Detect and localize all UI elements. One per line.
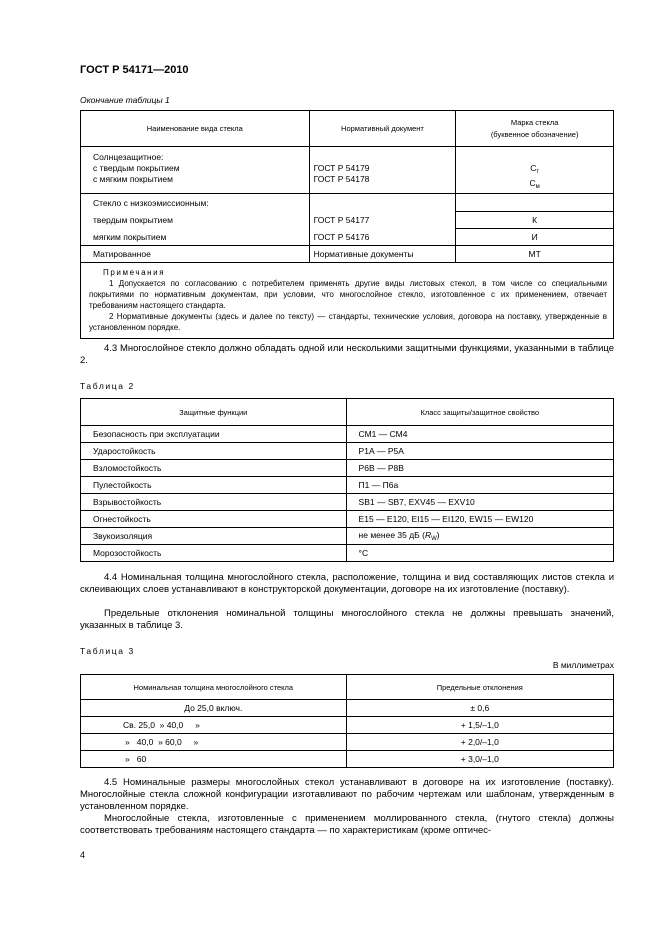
t1-sun-title: Солнцезащитное: xyxy=(93,152,164,162)
t2-row6-class: E15 — E120, EI15 — EI120, EW15 — EW120 xyxy=(346,511,613,528)
t1-sun-soft: с мягким покрытием xyxy=(93,174,173,184)
t1-sun-doc-cell xyxy=(309,147,456,194)
t2-row4-func: Пулестойкость xyxy=(81,477,347,494)
t1-sun-mark-cell xyxy=(456,147,614,194)
table1 xyxy=(80,110,614,339)
paragraph-4-5: 4.5 Номинальные размеры многослойных стекол устанавливают в договоре на их изготовление (поставку). Многослойные стекла сложной конфигурации изготавливают по рабочим чертежам или шаблонам, утвержденным в установленном порядке. xyxy=(80,777,614,812)
t3-row1-thickness: До 25,0 включ. xyxy=(81,700,347,717)
t1-lowe-title: Стекло с низкоэмиссионным: xyxy=(81,194,310,212)
t1-matte-mark: МТ xyxy=(456,246,614,263)
t2-row8-class: °С xyxy=(346,545,613,562)
t1-head-mark xyxy=(456,111,614,147)
t1-lowe-hard-mark: К xyxy=(456,212,614,229)
t2-row8-func: Морозостойкость xyxy=(81,545,347,562)
t1-note1: 1 Допускается по согласованию с потребителем применять другие виды листовых стекол, в том числе со специальными покрытиями по нормативным документам, при условии, что многослойное стекло, изготовленное с их применением, отвечает требованиям настоящего стандарта. xyxy=(89,279,607,310)
t2-row2-class: Р1А — Р5А xyxy=(346,443,613,460)
t2-row6-func: Огнестойкость xyxy=(81,511,347,528)
t2-row3-class: Р6В — Р8В xyxy=(346,460,613,477)
t1-head-name: Наименование вида стекла xyxy=(81,111,310,147)
t1-note2: 2 Нормативные документы (здесь и далее по тексту) — стандарты, технические условия, договора на поставку, утвержденные в установленном порядке. xyxy=(89,312,607,332)
page-number: 4 xyxy=(80,850,86,860)
paragraph-4-4-b: Предельные отклонения номинальной толщины многослойного стекла не должны превышать значений, указанных в таблице 3. xyxy=(80,608,614,631)
t3-head-thickness: Номинальная толщина многослойного стекла xyxy=(81,675,347,700)
t1-sun-hard: с твердым покрытием xyxy=(93,163,180,173)
t3-row2-thickness: Св. 25,0 » 40,0 » xyxy=(81,717,347,734)
t2-row7-class: не менее 35 дБ $(R_W)$ xyxy=(346,528,613,545)
t1-head-mark-line2: (буквенное обозначение) xyxy=(490,130,579,139)
table3-caption: Таблица 3 xyxy=(80,646,135,656)
t1-head-doc: Нормативный документ xyxy=(309,111,456,147)
t1-sun-mark1: $С_т$ xyxy=(530,163,540,175)
t1-matte: Матированное xyxy=(81,246,310,263)
t1-lowe-soft: мягким покрытием xyxy=(81,229,310,246)
table3 xyxy=(80,674,614,768)
t1-sun-mark2: $С_м$ xyxy=(529,178,540,190)
t2-row4-class: П1 — П6а xyxy=(346,477,613,494)
t3-row2-deviation: + 1,5/–1,0 xyxy=(346,717,613,734)
paragraph-4-3: 4.3 Многослойное стекло должно обладать одной или несколькими защитными функциями, указанными в таблице 2. xyxy=(80,343,614,366)
t2-head-class: Класс защиты/защитное свойство xyxy=(346,399,613,426)
t2-row5-func: Взрывостойкость xyxy=(81,494,347,511)
t1-lowe-soft-doc: ГОСТ Р 54176 xyxy=(309,229,456,246)
t2-row1-func: Безопасность при эксплуатации xyxy=(81,426,347,443)
t2-head-func: Защитные функции xyxy=(81,399,347,426)
t1-lowe-empty-doc xyxy=(309,194,456,212)
t1-notes-title: Примечания xyxy=(103,268,166,277)
t1-sun-cell xyxy=(81,147,310,194)
t1-lowe-hard-doc: ГОСТ Р 54177 xyxy=(309,212,456,229)
t1-lowe-hard: твердым покрытием xyxy=(81,212,310,229)
t1-sun-doc1: ГОСТ Р 54179 xyxy=(313,163,370,173)
t2-row7-func: Звукоизоляция xyxy=(81,528,347,545)
t1-lowe-empty-mark xyxy=(456,194,614,212)
t1-head-mark-line1: Марка стекла xyxy=(510,118,559,127)
t1-sun-doc2: ГОСТ Р 54178 xyxy=(313,174,370,184)
table3-units: В миллиметрах xyxy=(552,660,614,670)
table1-caption: Окончание таблицы 1 xyxy=(80,95,170,105)
t3-row1-deviation: ± 0,6 xyxy=(346,700,613,717)
document-header: ГОСТ Р 54171—2010 xyxy=(80,64,189,76)
t2-row2-func: Ударостойкость xyxy=(81,443,347,460)
t1-matte-doc: Нормативные документы xyxy=(309,246,456,263)
t3-row4-deviation: + 3,0/–1,0 xyxy=(346,751,613,768)
t1-lowe-soft-mark: И xyxy=(456,229,614,246)
t2-row5-class: SB1 — SB7, EXV45 — EXV10 xyxy=(346,494,613,511)
t2-row3-func: Взломостойкость xyxy=(81,460,347,477)
t3-row4-thickness: » 60 xyxy=(81,751,347,768)
t3-row3-thickness: » 40,0 » 60,0 » xyxy=(81,734,347,751)
t1-notes xyxy=(81,263,614,339)
paragraph-4-5-b: Многослойные стекла, изготовленные с применением моллированного стекла, (гнутого стекла) должны соответствовать требованиям настоящего стандарта — по характеристикам (кроме оптичес- xyxy=(80,813,614,836)
paragraph-4-4: 4.4 Номинальная толщина многослойного стекла, расположение, толщина и вид составляющих листов стекла и склеивающих слоев устанавливают в конструкторской документации, договоре на их изготовление (поставку). xyxy=(80,572,614,595)
table2 xyxy=(80,398,614,562)
t3-head-deviation: Предельные отклонения xyxy=(346,675,613,700)
t2-row1-class: СМ1 — СМ4 xyxy=(346,426,613,443)
table2-caption: Таблица 2 xyxy=(80,381,135,391)
t3-row3-deviation: + 2,0/–1,0 xyxy=(346,734,613,751)
